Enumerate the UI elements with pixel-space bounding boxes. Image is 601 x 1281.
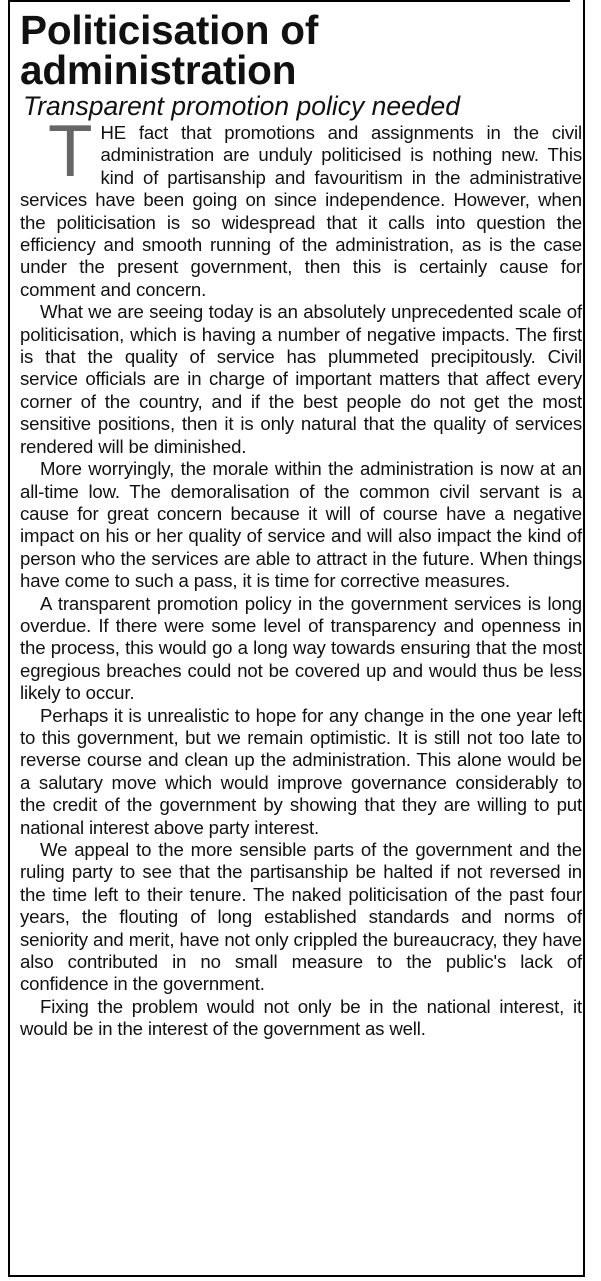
paragraph-1 <box>20 111 582 301</box>
paragraph-3: More worryingly, the morale within the administration is now at an all-time low. The demoralisation of the common civil servant is a cause for great concern because it will of course have a negative impact on his or her quality of service and will also impact the kind of person who the services are able to attract in the future. When things have come to such a pass, it is time for corrective measures. <box>20 458 582 592</box>
editorial-article <box>20 7 582 1041</box>
subheadline: Transparent promotion policy needed <box>23 91 461 121</box>
headline <box>20 7 582 93</box>
paragraph-1-text: HE fact that promotions and assignments in the civil administration are unduly politicised is nothing new. This kind of partisanship and favouritism in the administrative services have been going on since independence. However, when the politicisation is so widespread that it calls into question the efficiency and smooth running of the administration, as is the case under the present government, then this is certainly cause for comment and concern. <box>20 122 582 300</box>
headline-line-1: Politicisation of <box>20 7 319 53</box>
drop-cap: T <box>48 111 93 192</box>
article-body <box>20 111 582 1041</box>
paragraph-4: A transparent promotion policy in the government services is long overdue. If there were some level of transparency and openness in the process, this would go a long way towards ensuring that the most egregious breaches could not be covered up and would thus be less likely to occur. <box>20 592 582 704</box>
headline-line-2: administration <box>20 47 297 93</box>
paragraph-7: Fixing the problem would not only be in the national interest, it would be in the interest of the government as well. <box>20 995 582 1040</box>
paragraph-2: What we are seeing today is an absolutely unprecedented scale of politicisation, which is having a number of negative impacts. The first is that the quality of service has plummeted precipitously. Civil service officials are in charge of important matters that affect every corner of the country, and if the best people do not get the most sensitive positions, then it is only natural that the quality of services rendered will be diminished. <box>20 301 582 457</box>
paragraph-5: Perhaps it is unrealistic to hope for any change in the one year left to this government, but we remain optimistic. It is still not too late to reverse course and clean up the administration. This alone would be a salutary move which would improve governance considerably to the credit of the government by showing that they are willing to put national interest above party interest. <box>20 704 582 838</box>
paragraph-6: We appeal to the more sensible parts of the government and the ruling party to see that the partisanship be halted if not reversed in the time left to their tenure. The naked politicisation of the past four years, the flouting of long established standards and norms of seniority and merit, have not only crippled the bureaucracy, they have also contributed in no small measure to the public's lack of confidence in the government. <box>20 839 582 995</box>
